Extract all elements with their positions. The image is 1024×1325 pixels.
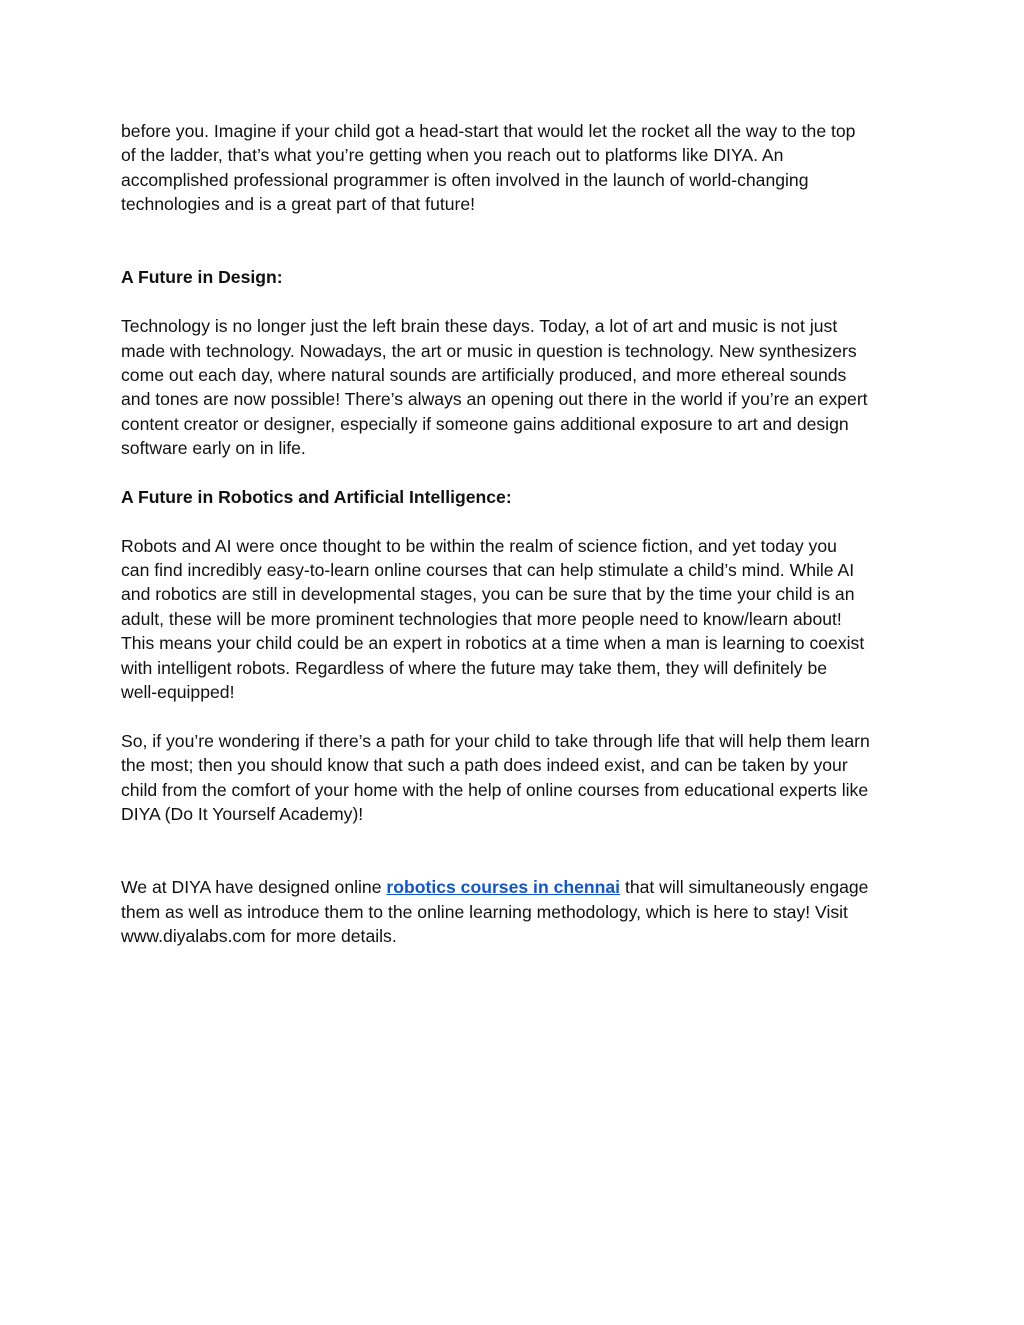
- paragraph-line: and robotics are still in developmental stages, you can be sure that by the time your child is an: [121, 584, 855, 605]
- paragraph-line: technologies and is a great part of that future!: [121, 194, 476, 215]
- paragraph-line: www.diyalabs.com for more details.: [121, 925, 397, 946]
- paragraph-line: Technology is no longer just the left brain these days. Today, a lot of art and music is not just: [121, 316, 838, 337]
- robotics-paragraph: [121, 534, 921, 705]
- robotics-courses-link[interactable]: robotics courses in chennai: [386, 877, 621, 898]
- paragraph-line: adult, these will be more prominent technologies that more people need to know/learn about!: [121, 608, 842, 629]
- closing-text-after-link: that will simultaneously engage: [620, 877, 869, 898]
- paragraph-line: and tones are now possible! There’s always an opening out there in the world if you’re an expert: [121, 389, 868, 410]
- robotics-heading: A Future in Robotics and Artificial Intelligence:: [121, 486, 512, 507]
- paragraph-line: of the ladder, that’s what you’re getting when you reach out to platforms like DIYA. An: [121, 145, 784, 166]
- paragraph-line: can find incredibly easy-to-learn online courses that can help stimulate a child’s mind. While AI: [121, 560, 855, 581]
- intro-paragraph: [121, 119, 921, 217]
- closing-text-before-link: We at DIYA have designed online: [121, 877, 387, 898]
- paragraph-line: DIYA (Do It Yourself Academy)!: [121, 803, 364, 824]
- paragraph-line: software early on in life.: [121, 438, 306, 459]
- design-paragraph: [121, 314, 921, 460]
- paragraph-line: This means your child could be an expert in robotics at a time when a man is learning to coexist: [121, 633, 865, 654]
- paragraph-line: So, if you’re wondering if there’s a path for your child to take through life that will help them learn: [121, 730, 870, 751]
- document-page: [121, 119, 921, 948]
- paragraph-line: with intelligent robots. Regardless of where the future may take them, they will definitely be: [121, 657, 828, 678]
- design-heading: A Future in Design:: [121, 267, 283, 288]
- paragraph-line: before you. Imagine if your child got a head-start that would let the rocket all the way to the top: [121, 121, 856, 141]
- closing-paragraph: [121, 875, 921, 948]
- paragraph-line: well-equipped!: [121, 682, 235, 702]
- paragraph-line: accomplished professional programmer is often involved in the launch of world-changing: [121, 169, 809, 190]
- path-paragraph: [121, 729, 921, 827]
- paragraph-line: the most; then you should know that such a path does indeed exist, and can be taken by your: [121, 755, 848, 776]
- paragraph-line: come out each day, where natural sounds are artificially produced, and more ethereal sounds: [121, 364, 847, 385]
- paragraph-line: content creator or designer, especially if someone gains additional exposure to art and design: [121, 413, 849, 434]
- paragraph-line: made with technology. Nowadays, the art or music in question is technology. New synthesizers: [121, 340, 857, 361]
- paragraph-line: them as well as introduce them to the online learning methodology, which is here to stay! Visit: [121, 901, 848, 922]
- paragraph-line: child from the comfort of your home with the help of online courses from educational experts like: [121, 779, 869, 800]
- paragraph-line: Robots and AI were once thought to be within the realm of science fiction, and yet today you: [121, 535, 837, 556]
- paragraph-line: [121, 875, 921, 899]
